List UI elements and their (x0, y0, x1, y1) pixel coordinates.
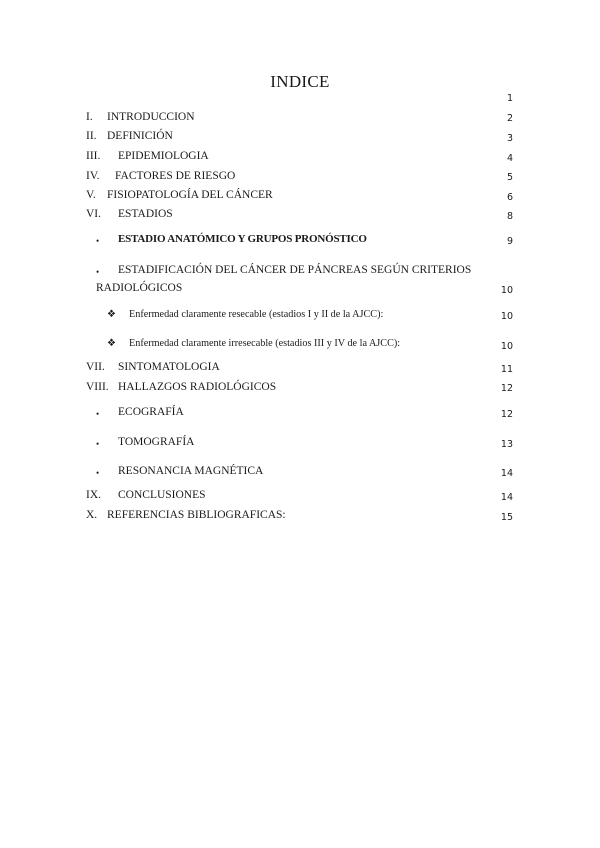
toc-numeral: VI. (86, 208, 102, 220)
toc-label: ESTADIFICACIÓN DEL CÁNCER DE PÁNCREAS SEGÚN CRITERIOS (118, 264, 472, 276)
toc-numeral: I. (86, 111, 93, 123)
toc-page: 2 (506, 113, 513, 124)
toc-numeral: X. (86, 509, 98, 521)
toc-numeral: III. (86, 150, 101, 162)
toc-label: EPIDEMIOLOGIA (118, 150, 209, 162)
diamond-bullet-icon: ❖ (107, 309, 116, 320)
toc-label: Enfermedad claramente irresecable (estadios III y IV de la AJCC): (129, 338, 401, 349)
toc-page: 5 (506, 172, 513, 183)
toc-label: HALLAZGOS RADIOLÓGICOS (118, 381, 277, 393)
toc-label: INTRODUCCION (107, 111, 195, 123)
toc-page: 11 (500, 364, 513, 375)
toc-page: 14 (500, 468, 513, 479)
toc-page: 10 (500, 311, 513, 322)
toc-label: REFERENCIAS BIBLIOGRAFICAS: (107, 509, 286, 521)
diamond-bullet-icon: ❖ (107, 338, 116, 349)
toc-page: 12 (500, 409, 513, 420)
toc-label: ECOGRAFÍA (118, 406, 184, 418)
toc-label: Enfermedad claramente resecable (estadios I y II de la AJCC): (129, 309, 384, 320)
toc-label: DEFINICIÓN (107, 130, 173, 142)
toc-page: 10 (500, 341, 513, 352)
toc-label: CONCLUSIONES (118, 489, 206, 501)
toc-label: ESTADIO ANATÓMICO Y GRUPOS PRONÓSTICO (118, 233, 367, 245)
toc-label: SINTOMATOLOGIA (118, 361, 220, 373)
toc-page: 10 (500, 285, 513, 296)
toc-page: 13 (500, 439, 513, 450)
toc-numeral: II. (86, 130, 97, 142)
toc-title-page: 1 (506, 93, 513, 104)
toc-label: ESTADIOS (118, 208, 173, 220)
toc-numeral: IV. (86, 170, 100, 182)
toc-numeral: IX. (86, 489, 102, 501)
toc-page: 15 (500, 512, 513, 523)
toc-label: FISIOPATOLOGÍA DEL CÁNCER (107, 189, 273, 201)
toc-page: 14 (500, 492, 513, 503)
toc-page: 4 (506, 153, 513, 164)
toc-numeral: VII. (86, 361, 105, 373)
bullet-icon: • (96, 267, 100, 277)
toc-page: 3 (506, 133, 513, 144)
toc-title: INDICE (270, 72, 330, 91)
bullet-icon: • (96, 468, 100, 478)
toc-label: RESONANCIA MAGNÉTICA (118, 465, 264, 477)
toc-label: FACTORES DE RIESGO (115, 170, 236, 182)
toc-label-continued: RADIOLÓGICOS (96, 282, 183, 294)
bullet-icon: • (96, 409, 100, 419)
bullet-icon: • (96, 236, 100, 246)
toc-label: TOMOGRAFÍA (118, 436, 195, 448)
toc-numeral: V. (86, 189, 96, 201)
toc-page: 6 (506, 192, 513, 203)
toc-numeral: VIII. (86, 381, 109, 393)
toc-page: 9 (506, 236, 513, 247)
toc-page: 12 (500, 383, 513, 394)
bullet-icon: • (96, 439, 100, 449)
toc-page: 8 (506, 211, 513, 222)
